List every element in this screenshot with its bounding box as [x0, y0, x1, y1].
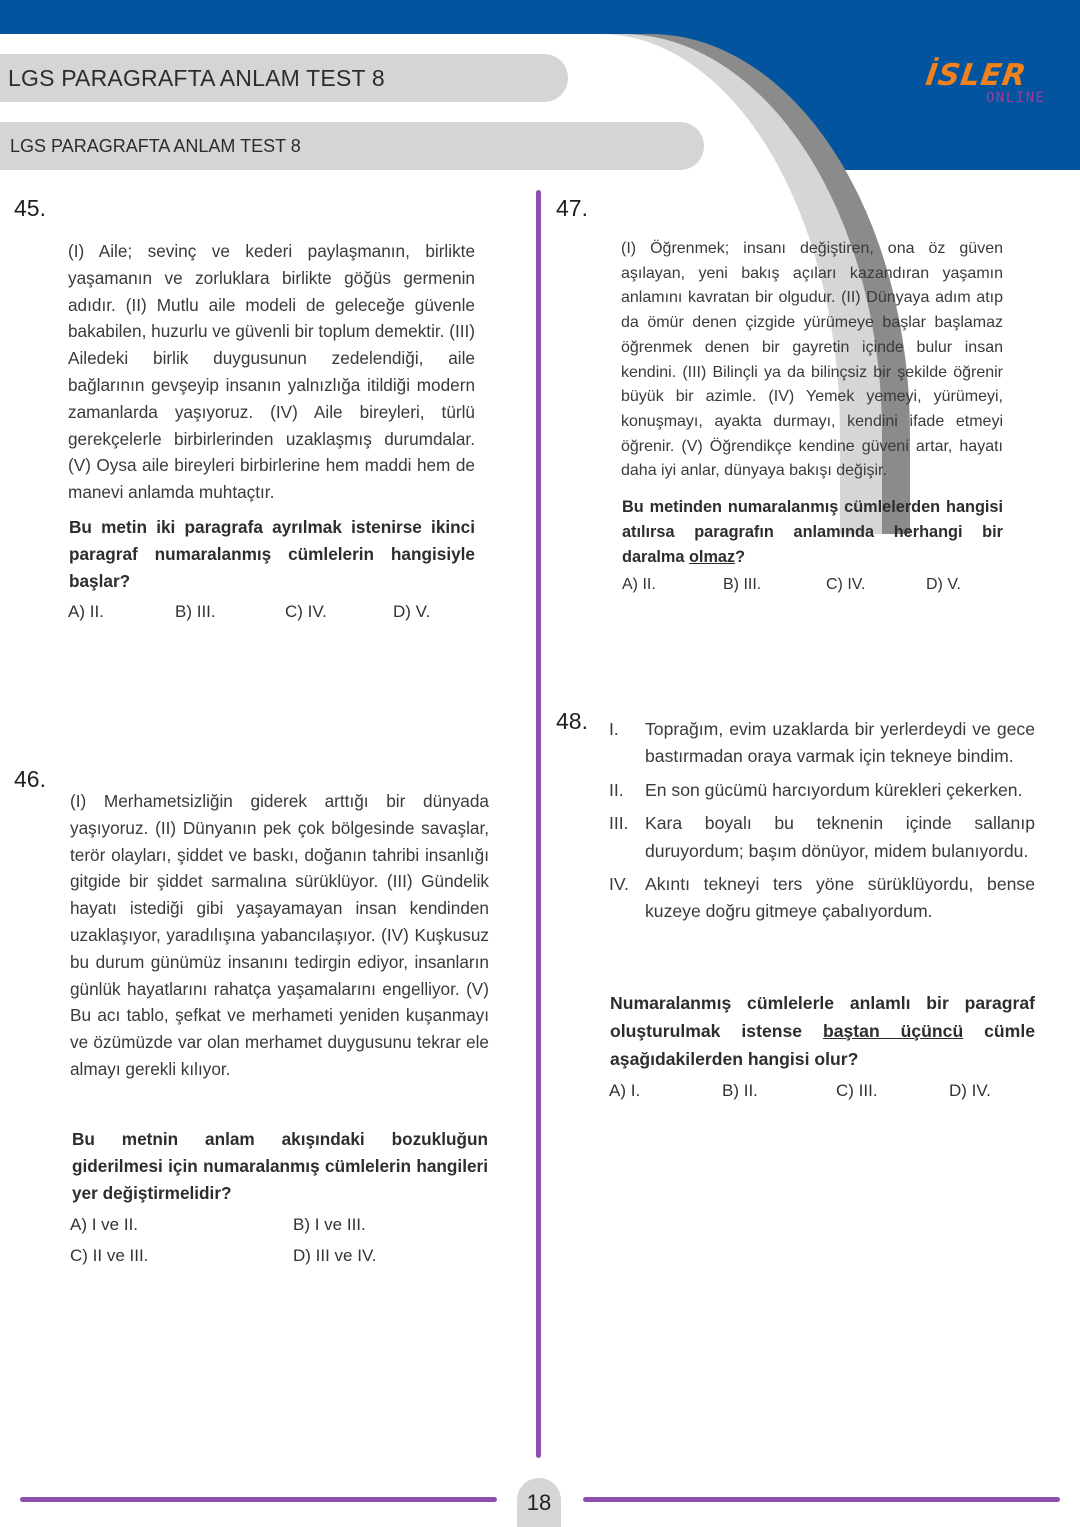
question-number: 48. [556, 708, 588, 734]
question-number: 45. [14, 195, 46, 221]
page-number-tab [517, 1478, 561, 1527]
answer-options [68, 602, 430, 622]
sentence-text: En son gücümü harcıyordum kürekleri çekerken. [645, 779, 1023, 800]
question-passage: (I) Merhametsizliğin giderek arttığı bir dünyada yaşıyoruz. (II) Dünyanın pek çok bölgesinde savaşlar, terör olayları, şiddet ve baskı, doğanın tahribi insanlığı gitgide bir şiddet sarmalına sürüklüyor. (III) Gündelik hayatı istediği gibi yaşayamayan insan kendinden uzaklaşıyor, yaradılışına yabancılaşıyor. (IV) Kuşkusuz bu durum günümüz insanını tedirgin ediyor, insanların günlük hayatlarını rahatça yaşamalarını engelliyor. (V) Bu acı tablo, şefkat ve merhameti yeniden kuşanmayı ve özümüzde var olan merhamet duygusunu tekrar ele almayı gerekli kılıyor. [70, 791, 489, 1079]
option-d[interactable]: D) V. [393, 602, 431, 621]
option-d[interactable]: D) V. [926, 576, 961, 593]
option-a[interactable]: A) I. [609, 1081, 641, 1100]
footer-rule-left [20, 1497, 497, 1502]
logo-subtext: ONLINE [986, 90, 1046, 106]
sentence-text: Kara boyalı bu teknenin içinde sallanıp duruyordum; başım dönüyor, midem bulanıyordu. [645, 813, 1035, 861]
option-d[interactable]: D) IV. [949, 1081, 991, 1100]
question-passage: (I) Aile; sevinç ve kederi paylaşmanın, birlikte yaşamanın ve zorluklara birlikte göğüs germenin adıdır. (II) Mutlu aile modeli de geleceğe güvenle bakabilen, huzurlu ve güvenli bir toplum demektir. (III) Ailedeki birlik duygusunun zedelendiği, aile bağlarının gevşeyip insanın yalnızlığa itildiği modern zamanlarda yaşıyoruz. (IV) Aile bireyleri, türlü gerekçelerle birbirlerinden uzaklaşmış durumdalar. (V) Oysa aile bireyleri birbirlerine hem maddi hem de manevi anlamda muhtaçtır. [68, 241, 475, 503]
answer-options [70, 1215, 493, 1266]
sentence-numeral: II. [609, 779, 624, 800]
sentence-text: Akıntı tekneyi ters yöne sürüklüyordu, bense kuzeye doğru gitmeye çabalıyordum. [645, 874, 1035, 922]
option-b[interactable]: B) III. [723, 576, 762, 593]
option-c[interactable]: C) II ve III. [70, 1246, 149, 1265]
option-b[interactable]: B) II. [722, 1081, 758, 1100]
question-prompt: Numaralanmış cümlelerle anlamlı bir paragraf oluşturulmak istense baştan üçüncü cümle aşağıdakilerden hangisi olur? [610, 993, 1035, 1069]
question-prompt: Bu metnin anlam akışındaki bozukluğun giderilmesi için numaralanmış cümlelerin hangileri yer değiştirmelidir? [72, 1129, 488, 1203]
test-subtitle-banner [0, 122, 704, 170]
publisher-logo [922, 58, 1062, 114]
sentence-item [609, 810, 1035, 865]
question-number: 47. [556, 195, 588, 221]
option-b[interactable]: B) III. [175, 602, 216, 621]
question-number: 46. [14, 766, 46, 792]
option-a[interactable]: A) I ve II. [70, 1215, 139, 1234]
column-divider [536, 190, 541, 1458]
option-a[interactable]: A) II. [68, 602, 104, 621]
option-c[interactable]: C) IV. [285, 602, 327, 621]
sentence-item [609, 777, 1035, 804]
answer-options [609, 1081, 991, 1101]
sentence-item [609, 716, 1035, 771]
test-subtitle: LGS PARAGRAFTA ANLAM TEST 8 [10, 135, 301, 156]
sentence-text: Toprağım, evim uzaklarda bir yerlerdeydi ve gece bastırmadan oraya varmak için tekneye bindim. [645, 719, 1035, 767]
test-title: LGS PARAGRAFTA ANLAM TEST 8 [8, 64, 385, 91]
numbered-sentences [609, 716, 1035, 932]
option-a[interactable]: A) II. [622, 576, 656, 593]
question-prompt: Bu metinden numaralanmış cümlelerden hangisi atılırsa paragrafın anlamında herhangi bir daralma olmaz? [622, 498, 1003, 566]
sentence-numeral: III. [609, 813, 629, 834]
test-title-banner [0, 54, 568, 102]
sentence-numeral: I. [609, 719, 619, 739]
question-prompt: Bu metin iki paragrafa ayrılmak istenirse ikinci paragraf numaralanmış cümlelerin hangisiyle başlar? [69, 517, 475, 591]
option-d[interactable]: D) III ve IV. [293, 1246, 377, 1265]
emphasis-underline: olmaz [688, 548, 736, 566]
logo-wordmark: İSLER [923, 58, 1029, 93]
sentence-numeral: IV. [609, 874, 629, 895]
option-c[interactable]: C) IV. [826, 576, 866, 593]
emphasis-underline: baştan üçüncü [822, 1021, 964, 1041]
sentence-item [609, 871, 1035, 926]
option-c[interactable]: C) III. [836, 1081, 878, 1100]
question-passage: (I) Öğrenmek; insanı değiştiren, ona öz güven aşılayan, yeni bakış açıları kazandıran yaşamın anlamını kavratan bir olgudur. (II) Dünyaya adım atıp da ömür denen çizgide yürümeye başlar başlamaz öğrenmek denen bir gayretin içinde bulur insan kendini. (III) Bilinçli ya da bilinçsiz bir şekilde öğrenir büyük bir azimle. (IV) Yemek yemeyi, yürümeyi, konuşmayı, ayakta durmayı, kendini ifade etmeyi öğrenir. (V) Öğrendikçe kendine güveni artar, hayatı daha iyi anlar, dünyaya bakışı değişir. [621, 240, 1003, 480]
option-b[interactable]: B) I ve III. [293, 1215, 366, 1234]
footer-rule-right [583, 1497, 1060, 1502]
answer-options [622, 576, 961, 594]
page-number: 18 [526, 1489, 552, 1515]
